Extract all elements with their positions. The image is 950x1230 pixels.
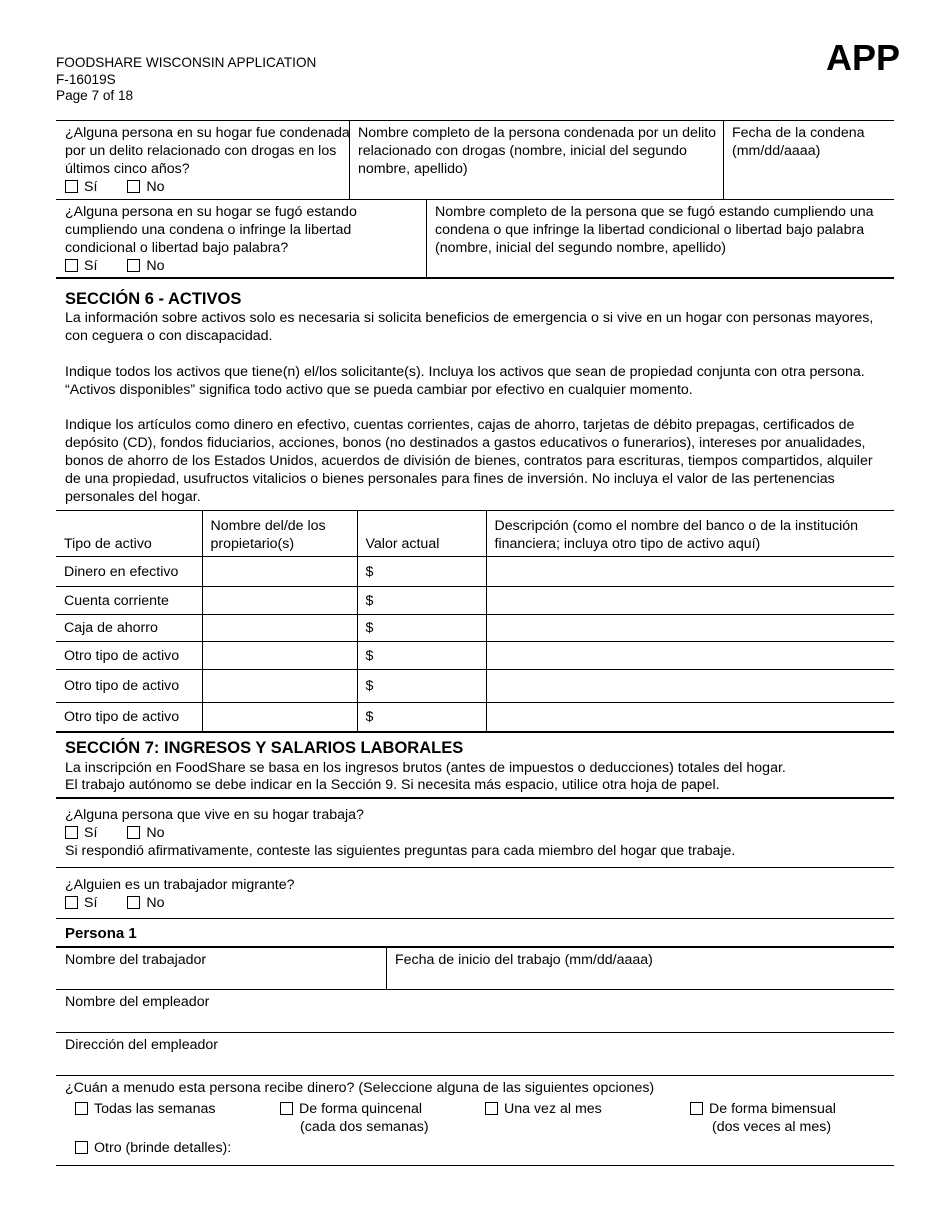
employer-address-field[interactable]: Dirección del empleador (65, 1037, 218, 1053)
section-6-assets-list: Indique los artículos como dinero en efectivo, cuentas corrientes, cajas de ahorro, tarjetas de débito prepagas, certificados de depósito (CD), fondos fiduciarios, acciones, bonos (no destinados a gastos educativos o funerarios), intereses por anualidades, bonos de ahorro de los Estados Unidos, acuerdos de división de bienes, contratos para escrituras, tiempos compartidos, alquiler de una propiedad, usufructos vitalicios o bienes personales para fines de inversión. No incluya el valor de las pertenencias personales del hogar. (65, 417, 873, 505)
yes-option[interactable]: Sí (65, 257, 97, 275)
table-header-row (56, 511, 894, 557)
table-row (56, 670, 894, 703)
column-header: Nombre del/de los propietario(s) (202, 511, 357, 557)
form-number: F-16019S (56, 71, 116, 87)
checkbox[interactable] (127, 180, 140, 193)
divider (56, 918, 894, 919)
value-field[interactable]: $ (357, 642, 486, 670)
column-header: Valor actual (357, 511, 486, 557)
table-row (56, 703, 894, 732)
divider (56, 867, 894, 868)
worker-name-field[interactable]: Nombre del trabajador (65, 952, 207, 968)
form-title: FOODSHARE WISCONSIN APPLICATION (56, 55, 317, 70)
owner-field[interactable] (202, 587, 357, 615)
checkbox[interactable] (127, 826, 140, 839)
divider (723, 120, 724, 199)
works-yes-no (65, 824, 191, 842)
divider (56, 989, 894, 990)
no-option[interactable]: No (127, 824, 164, 842)
page-number: Page 7 of 18 (56, 88, 134, 103)
value-field[interactable]: $ (357, 587, 486, 615)
description-field[interactable] (486, 615, 894, 642)
checkbox[interactable] (690, 1102, 703, 1115)
section-7-title: SECCIÓN 7: INGRESOS Y SALARIOS LABORALES (65, 739, 464, 757)
owner-field[interactable] (202, 615, 357, 642)
checkbox[interactable] (65, 896, 78, 909)
description-field[interactable] (486, 642, 894, 670)
divider (56, 1032, 894, 1033)
divider (56, 797, 894, 799)
column-header: Tipo de activo (56, 511, 202, 557)
checkbox[interactable] (127, 259, 140, 272)
table-row (56, 642, 894, 670)
no-option[interactable]: No (127, 257, 164, 275)
drug-conviction-question: ¿Alguna persona en su hogar fue condenada por un delito relacionado con drogas en los últimos cinco años? (65, 125, 350, 177)
asset-type: Otro tipo de activo (56, 703, 202, 732)
form-code: APP (825, 37, 900, 78)
freq-monthly-option[interactable]: Una vez al mes (485, 1100, 602, 1118)
checkbox[interactable] (65, 180, 78, 193)
asset-type: Caja de ahorro (56, 615, 202, 642)
value-field[interactable]: $ (357, 703, 486, 732)
description-field[interactable] (486, 557, 894, 587)
no-option[interactable]: No (127, 178, 164, 196)
conviction-date-field[interactable]: Fecha de la condena (mm/dd/aaaa) (732, 125, 865, 159)
section-7-self-employment-note: El trabajo autónomo se debe indicar en la Sección 9. Si necesita más espacio, utilice otra hoja de papel. (65, 777, 720, 793)
works-question: ¿Alguna persona que vive en su hogar trabaja? (65, 807, 364, 823)
fugitive-question: ¿Alguna persona en su hogar se fugó estando cumpliendo una condena o infringe la libertad condicional o libertad bajo palabra? (65, 204, 357, 256)
drug-conviction-yes-no (65, 178, 191, 196)
checkbox[interactable] (127, 896, 140, 909)
value-field[interactable]: $ (357, 670, 486, 703)
form-header (56, 55, 316, 105)
employer-name-field[interactable]: Nombre del empleador (65, 994, 210, 1010)
freq-other-option[interactable]: Otro (brinde detalles): (75, 1139, 231, 1157)
checkbox[interactable] (65, 259, 78, 272)
asset-type: Dinero en efectivo (56, 557, 202, 587)
checkbox[interactable] (75, 1102, 88, 1115)
start-date-field[interactable]: Fecha de inicio del trabajo (mm/dd/aaaa) (395, 952, 653, 968)
section-6-intro: La información sobre activos solo es necesaria si solicita beneficios de emergencia o si vive en un hogar con personas mayores, con ceguera o con discapacidad. (65, 310, 874, 344)
value-field[interactable]: $ (357, 615, 486, 642)
owner-field[interactable] (202, 557, 357, 587)
owner-field[interactable] (202, 703, 357, 732)
assets-table (56, 510, 894, 733)
no-option[interactable]: No (127, 894, 164, 912)
asset-type: Otro tipo de activo (56, 670, 202, 703)
divider (56, 1075, 894, 1076)
yes-option[interactable]: Sí (65, 894, 97, 912)
section-7-intro: La inscripción en FoodShare se basa en los ingresos brutos (antes de impuestos o deducciones) totales del hogar. (65, 760, 786, 776)
fugitive-person-name-field[interactable]: Nombre completo de la persona que se fugó estando cumpliendo una condena o que infringe la libertad condicional o libertad bajo palabra (nombre, inicial del segundo nombre, apellido) (435, 204, 874, 256)
yes-option[interactable]: Sí (65, 178, 97, 196)
table-row (56, 615, 894, 642)
table-row (56, 557, 894, 587)
table-row (56, 587, 894, 615)
freq-weekly-option[interactable]: Todas las semanas (75, 1100, 215, 1118)
freq-semimonthly-detail: (dos veces al mes) (712, 1119, 832, 1135)
divider (56, 946, 894, 948)
description-field[interactable] (486, 587, 894, 615)
divider (386, 947, 387, 989)
divider (56, 120, 894, 121)
description-field[interactable] (486, 703, 894, 732)
section-6-assets-definition: Indique todos los activos que tiene(n) el/los solicitante(s). Incluya los activos que sean de propiedad conjunta con otra persona. “Activos disponibles” significa todo activo que se pueda cambiar por efectivo en cualquier momento. (65, 364, 865, 398)
convicted-person-name-field[interactable]: Nombre completo de la persona condenada por un delito relacionado con drogas (nombre, inicial del segundo nombre, apellido) (358, 125, 717, 177)
divider (426, 199, 427, 278)
person-heading: Persona 1 (65, 925, 137, 942)
freq-biweekly-detail: (cada dos semanas) (300, 1119, 429, 1135)
yes-option[interactable]: Sí (65, 824, 97, 842)
freq-biweekly-option[interactable]: De forma quincenal (cada dos semanas) (280, 1100, 429, 1136)
divider (56, 1165, 894, 1166)
value-field[interactable]: $ (357, 557, 486, 587)
column-header: Descripción (como el nombre del banco o de la institución financiera; incluya otro tipo de activo aquí) (486, 511, 894, 557)
divider (56, 277, 894, 279)
asset-type: Cuenta corriente (56, 587, 202, 615)
checkbox[interactable] (485, 1102, 498, 1115)
divider (56, 199, 894, 200)
owner-field[interactable] (202, 670, 357, 703)
migrant-yes-no (65, 894, 191, 912)
checkbox[interactable] (280, 1102, 293, 1115)
checkbox[interactable] (65, 826, 78, 839)
asset-type: Otro tipo de activo (56, 642, 202, 670)
migrant-question: ¿Alguien es un trabajador migrante? (65, 877, 295, 893)
owner-field[interactable] (202, 642, 357, 670)
section-6-title: SECCIÓN 6 - ACTIVOS (65, 290, 242, 308)
fugitive-yes-no (65, 257, 191, 275)
freq-semimonthly-option[interactable]: De forma bimensual (dos veces al mes) (690, 1100, 836, 1136)
description-field[interactable] (486, 670, 894, 703)
works-note: Si respondió afirmativamente, conteste las siguientes preguntas para cada miembro del hogar que trabaje. (65, 843, 736, 859)
checkbox[interactable] (75, 1141, 88, 1154)
pay-frequency-question: ¿Cuán a menudo esta persona recibe dinero? (Seleccione alguna de las siguientes opciones) (65, 1080, 655, 1096)
